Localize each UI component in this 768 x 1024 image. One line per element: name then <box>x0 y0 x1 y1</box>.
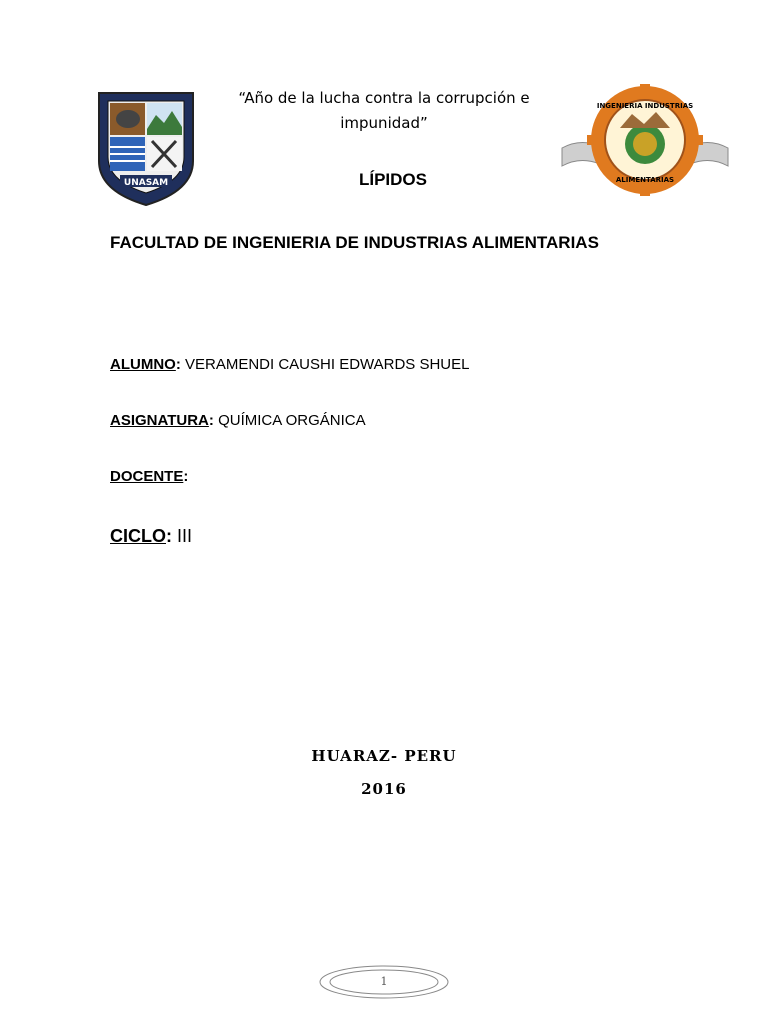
motto-line-1: “Año de la lucha contra la corrupción e <box>238 89 530 107</box>
unasam-label: UNASAM <box>123 178 169 188</box>
field-asignatura-value: QUÍMICA ORGÁNICA <box>218 412 366 429</box>
year-motto <box>200 86 568 136</box>
field-asignatura-label: ASIGNATURA <box>110 412 209 429</box>
page-number: 1 <box>380 975 388 988</box>
motto-line-2: impunidad” <box>340 114 428 132</box>
field-alumno: ALUMNO: VERAMENDI CAUSHI EDWARDS SHUEL <box>110 356 470 373</box>
field-docente: DOCENTE: <box>110 468 189 485</box>
field-alumno-value: VERAMENDI CAUSHI EDWARDS SHUEL <box>185 356 470 373</box>
field-ciclo-value: III <box>177 526 193 546</box>
faculty-heading: FACULTAD DE INGENIERIA DE INDUSTRIAS ALIMENTARIAS <box>110 233 599 252</box>
field-docente-label: DOCENTE <box>110 468 184 485</box>
field-ciclo-label: CICLO <box>110 526 166 546</box>
gear-top-label: INGENIERIA INDUSTRIAS <box>596 102 694 110</box>
year-label: 2016 <box>361 780 407 798</box>
field-ciclo: CICLO: III <box>110 526 193 546</box>
place-label: HUARAZ- PERU <box>311 747 457 765</box>
field-alumno-label: ALUMNO <box>110 356 176 373</box>
document-title: LÍPIDOS <box>358 170 427 189</box>
page-number-frame <box>318 964 450 1000</box>
gear-bottom-label: ALIMENTARIAS <box>615 176 675 184</box>
field-asignatura: ASIGNATURA: QUÍMICA ORGÁNICA <box>110 412 366 429</box>
